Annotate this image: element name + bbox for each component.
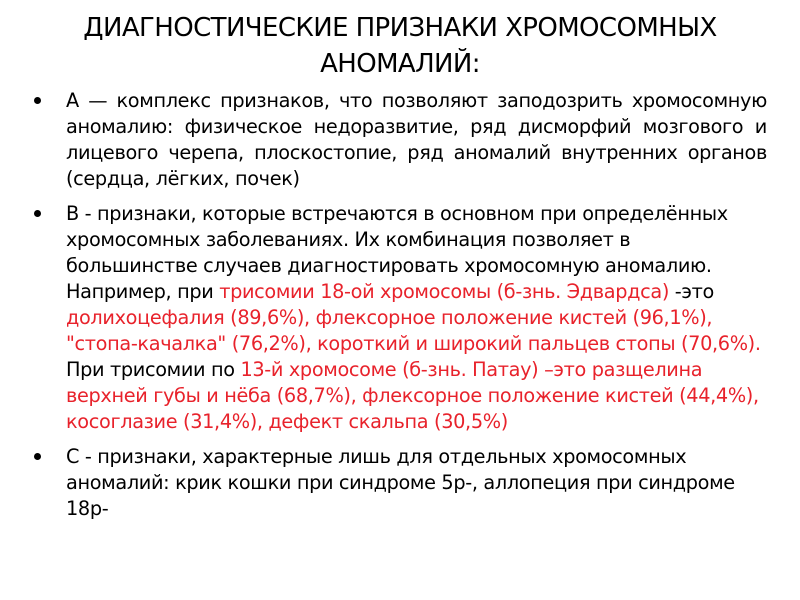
- bullet-b-text-connector: -это: [669, 280, 714, 303]
- bullet-b-text-patau-intro: При трисомии по: [66, 358, 241, 381]
- bullet-item-c: [32, 444, 767, 522]
- bullet-a-text: А — комплекс признаков, что позволяют заподозрить хромосомную аномалию: физическое недоразвитие, ряд дисморфий мозгового и лицевого черепа, плоскостопие, ряд аномалий внутренних органов (сердца, лёгких, почек): [66, 89, 767, 190]
- bullet-b-text-intro: В - признаки, которые встречаются в основном при определённых хромосомных заболеваниях. Их комбинация позволяет в большинстве случаев диагностировать хромосомную аномалию. Например, при: [66, 202, 728, 303]
- bullet-item-b: [32, 201, 767, 435]
- bullet-c-text: С - признаки, характерные лишь для отдельных хромосомных аномалий: крик кошки при синдроме 5р-, аллопеция при синдроме 18р-: [66, 445, 735, 520]
- bullet-b-highlight-edwards-signs: долихоцефалия (89,6%), флексорное положение кистей (96,1%), "стопа-качалка" (76,2%), короткий и широкий пальцев стопы (70,6%).: [66, 306, 761, 355]
- bullet-dot-icon: [34, 453, 41, 460]
- bullet-b-highlight-patau: 13-й хромосоме (б-знь. Патау) –это разщелина верхней губы и нёба (68,7%), флексорное положение кистей (44,4%), косоглазие (31,4%), дефект скальпа (30,5%): [66, 358, 759, 433]
- bullet-dot-icon: [34, 97, 41, 104]
- bullet-item-a: [32, 88, 767, 192]
- bullet-dot-icon: [34, 210, 41, 217]
- bullet-list: [32, 88, 767, 531]
- bullet-b-highlight-edwards: трисомии 18-ой хромосомы (б-знь. Эдвардса): [219, 280, 670, 303]
- slide-title: ДИАГНОСТИЧЕСКИЕ ПРИЗНАКИ ХРОМОСОМНЫХ АНОМАЛИЙ:: [83, 13, 717, 79]
